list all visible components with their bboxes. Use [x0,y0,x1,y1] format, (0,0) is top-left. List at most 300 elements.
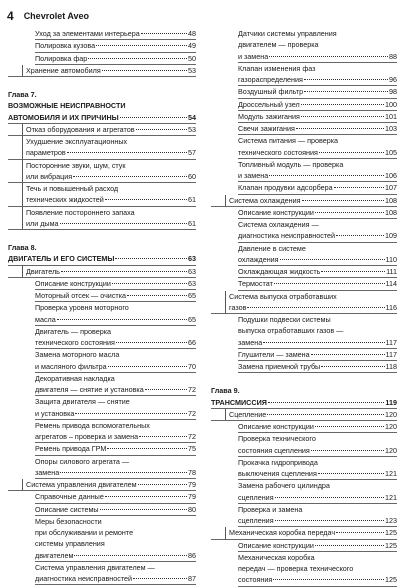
page-ref: 86 [188,550,196,560]
toc-entry[interactable] [238,457,397,480]
dot-leader [105,496,187,497]
toc-entry-text: Течь и повышенный расход [26,184,119,193]
toc-entry[interactable] [238,182,397,193]
toc-entry-line [238,468,397,479]
toc-entry-text: Хранение автомобиля [26,65,101,75]
toc-entry-text: замена [35,467,60,477]
toc-entry-text: диагностика неисправностей [35,574,133,583]
toc-entry[interactable] [238,361,397,372]
toc-entry-text: системы управления [35,539,105,549]
toc-entry-line [35,290,196,301]
toc-entry-text: Воздушный фильтр [238,87,304,97]
toc-entry-text: Описание конструкции [35,278,111,288]
page-ref: 60 [188,171,196,181]
toc-entry-text: Описание конструкции [238,540,314,550]
entry-divider [35,584,196,585]
dot-leader [302,200,384,201]
toc-entry-text: Датчики системы управления [238,29,337,38]
toc-entry-text: Описание системы [35,504,99,514]
dot-leader [115,258,187,259]
toc-entry-line [229,409,397,420]
toc-entry-text: Полировка фар [35,53,88,63]
toc-entry[interactable] [238,349,397,360]
dot-leader [112,283,187,284]
toc-entry[interactable] [225,291,397,314]
page-ref: 61 [188,195,196,205]
entry-divider [8,229,196,230]
page-ref: 118 [385,362,397,371]
page-ref: 105 [385,147,397,157]
toc-entry-line [238,99,397,110]
toc-entry-text: Опоры силового агрегата — [35,456,130,466]
toc-entry-line [238,421,397,432]
toc-entry-text: Модуль зажигания [238,111,300,121]
dot-leader [138,484,187,485]
toc-entry-line [35,431,196,442]
toc-entry-line [35,314,196,325]
toc-entry[interactable] [35,302,196,325]
toc-entry-text: двигателя — снятие и установка [35,385,144,394]
dot-leader [321,271,385,272]
dot-leader [336,532,384,533]
toc-entry-line [238,207,397,218]
toc-entry-line [229,302,397,313]
toc-entry-line [35,467,196,478]
toc-entry-text: Свечи зажигания [238,124,295,133]
toc-entry[interactable] [238,278,397,289]
dot-leader [269,56,388,57]
toc-entry-text: Прокачка гидропривода [238,457,318,467]
toc-entry-text: выключения сцепления [238,469,317,478]
dot-leader [301,104,384,105]
page-ref: 125 [385,528,397,538]
toc-entry[interactable] [238,28,397,62]
toc-entry-line [238,111,397,122]
toc-entry[interactable] [238,135,397,158]
page-ref: 79 [188,480,196,489]
dot-leader [267,414,384,415]
toc-entry[interactable] [238,111,397,122]
toc-entry-text: Клапан продувки адсорбера [238,183,333,193]
toc-entry-text: газов [229,302,247,312]
page-ref: 72 [188,432,196,441]
dot-leader [334,187,384,188]
toc-entry-text: или вибрация [26,171,73,181]
toc-entry[interactable] [35,396,196,419]
dot-leader [311,354,385,355]
dot-leader [275,520,384,521]
toc-entry-text: Защита двигателя — снятие [35,397,130,407]
chapter-label: Глава 8. [8,243,37,252]
dot-leader [73,176,187,177]
toc-entry-text: состояния сцепления [238,445,310,455]
page-ref: 75 [188,444,196,454]
toc-entry-line [238,492,397,503]
toc-entry[interactable] [238,540,397,551]
page-ref: 53 [188,65,196,75]
toc-entry-line [238,230,397,241]
toc-entry-text: замена [238,337,263,347]
dot-leader [319,152,384,153]
toc-entry-text: сцепления [238,492,274,502]
toc-entry-text: Полировка кузова [35,41,96,51]
dot-leader [61,271,187,272]
page-ref: 120 [385,409,397,419]
toc-entry-text: Замена моторного масла [35,350,120,360]
chapter-title[interactable] [8,253,196,264]
toc-entry-text: Глушители — замена [238,349,310,359]
toc-entry-text: агрегатов – проверка и замена [35,432,139,441]
toc-entry-text: Система охлаждения [229,195,301,205]
dot-leader [247,307,384,308]
toc-entry[interactable] [22,266,196,277]
page-ref: 114 [385,279,397,289]
dot-leader [133,578,187,579]
page-ref: 53 [188,124,196,134]
toc-entry-text: Двигатель — проверка [35,326,112,336]
toc-entry[interactable] [238,207,397,218]
dot-leader [301,116,384,117]
page-ref: 125 [385,540,397,550]
page-ref: 57 [188,148,196,158]
toc-entry-text: Двигатель [26,266,60,276]
toc-entry-line [238,170,397,181]
toc-entry-line [35,491,196,502]
toc-entry[interactable] [238,63,397,86]
dot-leader [127,295,187,296]
toc-entry[interactable] [35,504,196,515]
entry-divider [238,372,397,373]
page-ref: 116 [385,302,397,312]
toc-entry[interactable] [22,124,196,135]
page-ref: 70 [188,361,196,371]
toc-entry-text: параметров [26,148,66,158]
toc-entry-text: Механическая коробка передач [229,528,336,538]
chapter-label: Глава 9. [211,386,240,396]
dot-leader [280,259,385,260]
page-ref: 121 [385,469,397,478]
toc-entry-line [8,253,196,264]
toc-entry-text: Система управления двигателем — [35,562,155,572]
toc-entry-line [26,124,196,135]
page-ref: 50 [188,53,196,63]
toc-entry-line [238,515,397,526]
dot-leader [273,579,384,580]
toc-entry-line [35,443,196,454]
page-ref: 48 [188,29,196,38]
toc-entry-line [229,195,397,206]
toc-entry-text: Клапан изменения фаз [238,63,316,73]
toc-entry-line [35,408,196,419]
page-ref: 117 [385,349,397,359]
page-ref: 121 [385,492,397,502]
toc-entry-text: Моторный отсек — очистка [35,291,127,300]
toc-entry-line [26,65,196,76]
dot-leader [268,402,384,403]
toc-entry-line [35,504,196,515]
dot-leader [304,91,388,92]
page-ref: 88 [389,51,397,61]
page-ref: 98 [389,87,397,97]
dot-leader [315,212,384,213]
toc-entry[interactable] [238,552,397,586]
page-ref: 80 [188,504,196,514]
toc-entry-text: технического состояния [238,147,318,157]
toc-entry[interactable] [238,86,397,97]
entry-divider [8,76,196,77]
toc-entry-text: Справочные данные [35,492,104,502]
toc-entry-text: Меры безопасности [35,516,102,526]
toc-entry[interactable] [238,504,397,527]
dot-leader [336,235,384,236]
toc-entry-text: Система охлаждения — [238,220,319,229]
toc-entry[interactable] [35,456,196,479]
toc-entry-text: выпуска отработавших газов — [238,326,344,336]
toc-entry[interactable] [35,516,196,561]
page-ref: 125 [385,575,397,585]
dot-leader [75,413,187,414]
dot-leader [107,448,187,449]
toc-entry-text: или дыма [26,218,59,228]
toc-entry-text: ВОЗМОЖНЫЕ НЕИСПРАВНОСТИ [8,101,126,111]
toc-entry[interactable] [22,65,196,76]
toc-entry-line [26,147,196,158]
toc-entry-text: Система управления двигателем [26,480,137,489]
toc-entry[interactable] [238,99,397,110]
toc-entry-line [26,479,196,490]
toc-entry[interactable] [225,527,397,538]
toc-entry-text: Подушки подвески системы [238,315,331,324]
dot-leader [102,70,187,71]
toc-entry[interactable] [225,195,397,206]
toc-entry-text: технического состояния [35,338,115,347]
toc-entry-line [238,182,397,193]
dot-leader [275,497,384,498]
toc-entry-line [35,550,196,561]
chapter-title[interactable] [211,397,397,408]
toc-entry[interactable] [22,136,196,159]
page-ref: 66 [188,338,196,347]
dot-leader [296,128,384,129]
page-ref: 117 [385,337,397,347]
toc-entry-line [35,573,196,584]
toc-right-column [211,28,397,587]
toc-entry-text: и замена [238,171,269,180]
page-ref: 111 [386,267,397,276]
chapter-label: Глава 7. [8,90,37,99]
toc-entry-text: Описание конструкции [238,422,314,431]
toc-entry-text: Ремень привода вспомогательных [35,420,150,430]
dot-leader [100,509,187,510]
page-ref: 110 [385,254,397,264]
dot-leader [304,79,388,80]
dot-leader [60,223,187,224]
toc-entry-line [26,218,196,229]
page-ref: 72 [188,408,196,418]
dot-leader [60,472,187,473]
toc-entry[interactable] [238,159,397,182]
toc-entry-text: Дроссельный узел [238,99,300,109]
toc-entry[interactable] [238,243,397,266]
entry-divider [238,586,397,587]
toc-entry[interactable] [238,314,397,348]
toc-entry-text: газораспределения [238,75,303,84]
toc-entry[interactable] [35,562,196,585]
dot-leader [57,319,187,320]
toc-entry-text: Замена рабочего цилиндра [238,481,330,491]
dot-leader [96,45,187,46]
toc-entry-text: Термостат [238,279,273,289]
page-ref: 109 [385,231,397,241]
toc-entry-line [26,194,196,205]
toc-entry-text: Топливный модуль — проверка [238,159,344,169]
toc-entry-text: Уход за элементами интерьера [35,29,140,38]
toc-entry[interactable] [35,491,196,502]
page-ref: 107 [385,183,397,193]
dot-leader [318,473,384,474]
toc-entry-line [35,53,196,64]
toc-left-column [8,28,196,585]
toc-entry[interactable] [238,421,397,432]
book-title: Chevrolet Aveo [23,11,90,21]
toc-entry-text: Сцепление [229,409,267,419]
toc-entry[interactable] [238,123,397,134]
dot-leader [136,129,187,130]
toc-entry[interactable] [225,409,397,420]
toc-entry-text: состояния [238,575,273,585]
page-ref: 79 [188,492,196,502]
toc-entry-text: Ухудшение эксплуатационных [26,137,128,146]
toc-entry-text: Проверка технического [238,434,316,444]
page-ref: 108 [385,195,397,205]
toc-entry-text: ТРАНСМИССИЯ [211,397,267,407]
toc-entry[interactable] [22,183,196,206]
page-ref: 49 [188,41,196,51]
toc-entry-text: и замена [238,51,269,61]
toc-entry[interactable] [35,443,196,454]
toc-entry-line [8,112,196,123]
toc-entry[interactable] [238,480,397,503]
toc-entry-line [238,574,397,585]
dot-leader [274,283,385,284]
toc-entry-line [238,266,397,277]
toc-entry[interactable] [35,420,196,443]
page-ref: 101 [385,111,397,121]
toc-entry[interactable] [22,207,196,230]
toc-entry-text: масла [35,314,56,324]
toc-entry-text: Появление постороннего запаха [26,207,135,217]
toc-entry-text: двигателем [35,550,74,560]
toc-entry-text: АВТОМОБИЛЯ И ИХ ПРИЧИНЫ [8,112,119,122]
toc-entry-line [211,397,397,408]
toc-entry-text: Замена приемной трубы [238,362,321,371]
toc-entry-text: Декоративная накладка [35,373,115,383]
dot-leader [88,58,187,59]
toc-entry-line [238,254,397,265]
toc-entry-text: Ремень привода ГРМ [35,444,107,454]
toc-entry-line [26,266,196,277]
toc-entry-text: диагностика неисправностей [238,231,336,241]
toc-entry[interactable] [238,219,397,242]
dot-leader [67,152,187,153]
toc-entry-text: Проверка уровня моторного [35,303,129,313]
page-ref: 123 [385,516,397,525]
page-ref: 72 [188,385,196,394]
toc-entry[interactable] [35,349,196,372]
toc-entry-text: Посторонние звуки, шум, стук [26,160,126,170]
toc-entry[interactable] [35,40,196,51]
toc-entry[interactable] [35,53,196,64]
page-ref: 65 [188,291,196,300]
toc-entry[interactable] [35,326,196,349]
toc-entry-line [238,337,397,348]
toc-entry-line [35,278,196,289]
page-ref: 96 [389,75,397,84]
toc-entry-text: Охлаждающая жидкость [238,267,321,276]
page-header [7,8,89,24]
dot-leader [269,175,384,176]
page-number: 4 [7,9,14,23]
toc-entry-text: охлаждения [238,254,279,264]
dot-leader [321,366,384,367]
dot-leader [311,450,384,451]
page-ref: 63 [188,278,196,288]
toc-entry-text: технических жидкостей [26,195,104,205]
dot-leader [315,426,384,427]
toc-entry-text: Проверка и замена [238,504,303,514]
page-ref: 100 [385,99,397,109]
toc-entry-line [26,171,196,182]
dot-leader [116,342,187,343]
page-ref: 87 [188,574,196,583]
toc-entry-line [238,278,397,289]
toc-entry-text: Механическая коробка [238,552,315,562]
toc-entry[interactable] [22,160,196,183]
toc-entry-line [35,40,196,51]
toc-entry-text: Отказ оборудования и агрегатов [26,124,135,134]
toc-entry-text: Описание конструкции [238,207,314,217]
page-ref: 108 [385,207,397,217]
toc-entry[interactable] [238,266,397,277]
toc-entry-text: передач — проверка технического [238,564,354,573]
chapter-title[interactable] [8,100,196,123]
dot-leader [108,366,187,367]
toc-entry[interactable] [35,278,196,289]
dot-leader [120,117,187,118]
toc-entry-text: двигателем — проверка [238,40,319,50]
toc-entry[interactable] [35,290,196,301]
toc-entry-line [238,349,397,360]
toc-entry[interactable] [238,433,397,456]
toc-entry-line [238,540,397,551]
toc-entry[interactable] [35,373,196,396]
toc-entry[interactable] [35,28,196,39]
toc-entry-line [35,361,196,372]
page-ref: 120 [385,422,397,431]
page-ref: 106 [385,171,397,180]
toc-entry-line [238,123,397,134]
toc-entry-line [229,527,397,538]
toc-entry-line [238,51,397,62]
toc-entry[interactable] [22,479,196,490]
toc-entry-text: Давление в системе [238,243,306,253]
page-ref: 61 [188,218,196,228]
page-ref: 119 [385,397,397,407]
dot-leader [105,199,187,200]
toc-entry-text: ДВИГАТЕЛЬ И ЕГО СИСТЕМЫ [8,254,115,264]
dot-leader [315,545,384,546]
dot-leader [145,389,187,390]
